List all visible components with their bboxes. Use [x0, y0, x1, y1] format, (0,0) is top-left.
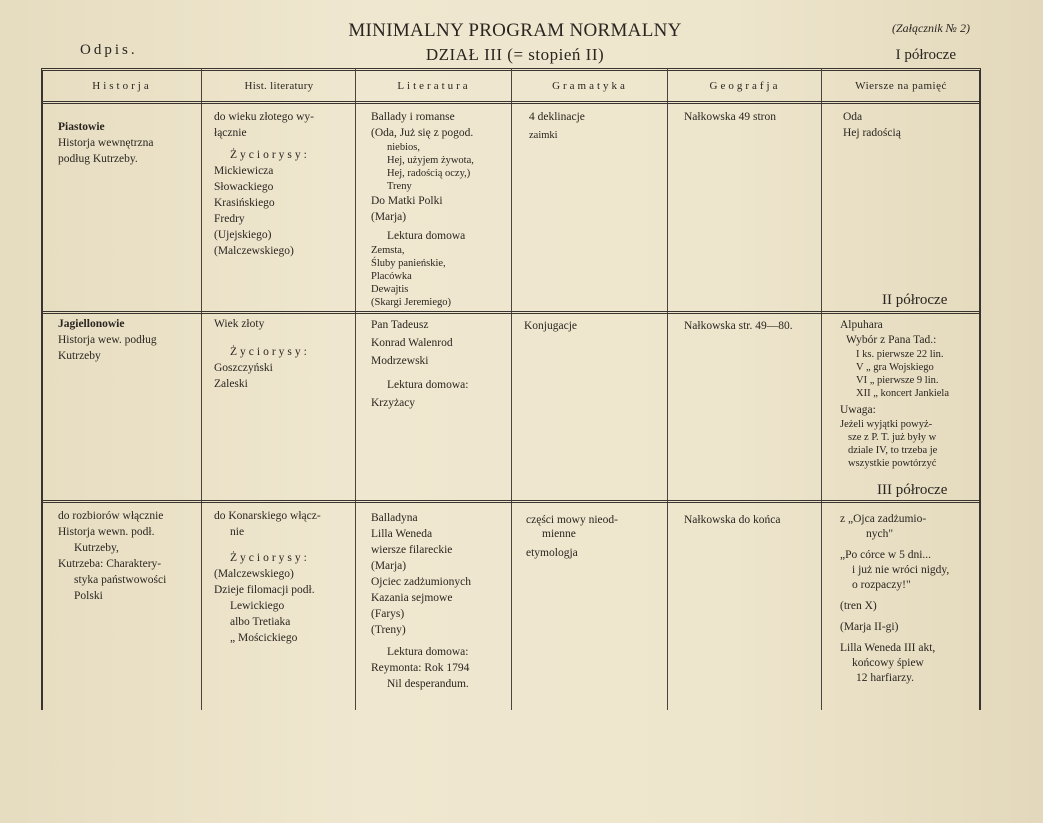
- text-line: VI „ pierwsze 9 lin.: [856, 375, 939, 386]
- row1-gramatyka-cell: [529, 109, 585, 142]
- text-line: dziale IV, to trzeba je: [848, 445, 938, 456]
- text-line: Jagiellonowie: [58, 318, 125, 330]
- row1-historja-cell: [58, 119, 153, 167]
- page-subtitle: DZIAŁ III (= stopień II): [425, 45, 605, 64]
- text-line: Wiek złoty: [214, 318, 265, 330]
- text-line: nych": [866, 528, 894, 540]
- text-line: V „ gra Wojskiego: [856, 362, 934, 373]
- row2-historja-cell: [58, 316, 157, 364]
- text-line: Hej, użyjem żywota,: [387, 155, 474, 166]
- text-line: Lektura domowa:: [387, 646, 469, 658]
- row2-geografja-cell: [684, 318, 793, 334]
- text-line: z „Ojca zadżumio-: [840, 513, 927, 525]
- text-line: Krzyżacy: [371, 397, 416, 409]
- column-header-wiersze: Wiersze na pamięć: [855, 80, 947, 92]
- row3-gramatyka-cell: [526, 512, 618, 561]
- row3-literatura-cell: [371, 510, 471, 692]
- column-divider: [201, 68, 202, 710]
- text-line: (Marja): [371, 211, 407, 223]
- row1-literatura-cell: [371, 109, 474, 309]
- text-line: Życiorysy:: [230, 552, 310, 564]
- row2-hist-lit-cell: [214, 316, 310, 392]
- text-line: (tren X): [840, 600, 877, 612]
- text-line: XII „ koncert Jankiela: [856, 388, 949, 399]
- text-line: Fredry: [214, 213, 245, 225]
- text-line: wszystkie powtórzyć: [848, 458, 937, 469]
- text-line: Mickiewicza: [214, 165, 274, 177]
- text-line: Placówka: [371, 271, 412, 282]
- text-line: Uwaga:: [840, 404, 876, 416]
- text-line: 12 harfiarzy.: [856, 672, 914, 684]
- text-line: Śluby panieńskie,: [371, 258, 446, 269]
- text-line: wiersze filareckie: [371, 544, 453, 556]
- text-line: Historja wewnętrzna: [58, 137, 154, 149]
- semester-second-label: II półrocze: [882, 292, 948, 308]
- text-line: styka państwowości: [74, 574, 167, 586]
- text-line: Zaleski: [214, 378, 248, 390]
- text-line: do wieku złotego wy-: [214, 111, 314, 123]
- column-header-gramatyka: Gramatyka: [552, 80, 628, 92]
- text-line: Do Matki Polki: [371, 195, 443, 207]
- text-line: Goszczyński: [214, 362, 273, 374]
- text-line: albo Tretiaka: [230, 616, 291, 628]
- text-line: (Treny): [371, 624, 406, 636]
- text-line: Ojciec zadżumionych: [371, 576, 471, 588]
- text-line: części mowy nieod-: [526, 514, 618, 526]
- text-line: Balladyna: [371, 512, 418, 524]
- text-line: Lilla Weneda: [371, 528, 433, 540]
- text-line: (Ujejskiego): [214, 229, 272, 241]
- row-divider: [41, 500, 981, 503]
- text-line: Dewajtis: [371, 284, 409, 295]
- text-line: Piastowie: [58, 121, 105, 133]
- text-line: Słowackiego: [214, 181, 274, 193]
- text-line: Nałkowska str. 49—80.: [684, 320, 793, 332]
- text-line: Hej radością: [843, 127, 901, 139]
- text-line: Nałkowska do końca: [684, 514, 781, 526]
- text-line: (Oda, Już się z pogod.: [371, 127, 474, 139]
- column-header-literatura: Literatura: [397, 80, 471, 92]
- text-line: Historja wewn. podł.: [58, 526, 155, 538]
- text-line: (Malczewskiego): [214, 568, 294, 580]
- text-line: Kutrzeby: [58, 350, 101, 362]
- row1-wiersze-cell: [843, 109, 901, 141]
- semester-third-label: III półrocze: [877, 482, 948, 498]
- text-line: Lilla Weneda III akt,: [840, 642, 936, 654]
- text-line: Lektura domowa:: [387, 379, 469, 391]
- text-line: (Farys): [371, 608, 405, 620]
- text-line: końcowy śpiew: [852, 657, 924, 669]
- row2-literatura-cell: [371, 316, 468, 412]
- header-divider: [41, 101, 981, 104]
- text-line: łącznie: [214, 127, 247, 139]
- text-line: Kutrzeby,: [74, 542, 119, 554]
- text-line: Życiorysy:: [230, 149, 310, 161]
- text-line: etymologja: [526, 547, 578, 559]
- text-line: Wybór z Pana Tad.:: [846, 334, 937, 346]
- text-line: (Malczewskiego): [214, 245, 294, 257]
- text-line: Pan Tadeusz: [371, 319, 429, 331]
- row2-gramatyka-cell: [524, 318, 577, 334]
- column-divider: [511, 68, 512, 710]
- attachment-label: (Załącznik № 2): [892, 21, 970, 35]
- row2-wiersze-cell: [840, 318, 949, 470]
- text-line: (Marja): [371, 560, 407, 572]
- text-line: Życiorysy:: [230, 346, 310, 358]
- row3-wiersze-cell: [840, 512, 949, 686]
- text-line: 4 deklinacje: [529, 111, 585, 123]
- text-line: podług Kutrzeby.: [58, 153, 138, 165]
- text-line: Kazania sejmowe: [371, 592, 453, 604]
- text-line: Polski: [74, 590, 103, 602]
- text-line: (Marja II-gi): [840, 621, 899, 633]
- text-line: mienne: [542, 528, 576, 540]
- text-line: Ballady i romanse: [371, 111, 455, 123]
- row1-geografja-cell: [684, 109, 776, 125]
- text-line: Modrzewski: [371, 355, 429, 367]
- text-line: Krasińskiego: [214, 197, 275, 209]
- row-divider: [41, 311, 981, 314]
- column-divider: [821, 68, 822, 710]
- text-line: Kutrzeba: Charaktery-: [58, 558, 162, 570]
- text-line: Hej, radością oczy,): [387, 168, 471, 179]
- text-line: Lewickiego: [230, 600, 285, 612]
- text-line: o rozpaczy!": [852, 579, 911, 591]
- column-header-geografja: Geografja: [709, 80, 781, 92]
- text-line: (Skargi Jeremiego): [371, 297, 451, 308]
- column-header-hist-literatury: Hist. literatury: [244, 80, 314, 92]
- text-line: Dzieje filomacji podł.: [214, 584, 315, 596]
- row3-historja-cell: [58, 508, 166, 604]
- text-line: sze z P. T. już były w: [848, 432, 937, 443]
- text-line: i już nie wróci nigdy,: [852, 564, 950, 576]
- text-line: Jeżeli wyjątki powyż-: [840, 419, 933, 430]
- text-line: niebios,: [387, 142, 420, 153]
- text-line: „ Mościckiego: [230, 632, 298, 644]
- semester-first-label: I półrocze: [895, 47, 956, 63]
- text-line: Konjugacje: [524, 320, 578, 332]
- text-line: do rozbiorów włącznie: [58, 510, 164, 522]
- row3-geografja-cell: [684, 512, 780, 528]
- text-line: nie: [230, 526, 245, 538]
- row3-hist-lit-cell: [214, 508, 321, 646]
- column-divider: [667, 68, 668, 710]
- text-line: Zemsta,: [371, 245, 405, 256]
- text-line: zaimki: [529, 130, 558, 141]
- copy-label: Odpis.: [80, 42, 138, 58]
- column-header-historja: Historja: [92, 80, 152, 92]
- text-line: Oda: [843, 111, 863, 123]
- text-line: Nałkowska 49 stron: [684, 111, 776, 123]
- text-line: Konrad Walenrod: [371, 337, 453, 349]
- text-line: „Po córce w 5 dni...: [840, 549, 932, 561]
- page-title: MINIMALNY PROGRAM NORMALNY: [348, 20, 682, 41]
- text-line: I ks. pierwsze 22 lin.: [856, 349, 944, 360]
- column-divider: [355, 68, 356, 710]
- text-line: Nil desperandum.: [387, 678, 469, 690]
- text-line: Reymonta: Rok 1794: [371, 662, 470, 674]
- text-line: do Konarskiego włącz-: [214, 510, 321, 522]
- text-line: Lektura domowa: [387, 230, 466, 242]
- text-line: Historja wew. podług: [58, 334, 157, 346]
- text-line: Treny: [387, 181, 412, 192]
- row1-hist-lit-cell: [214, 109, 314, 259]
- text-line: Alpuhara: [840, 319, 883, 331]
